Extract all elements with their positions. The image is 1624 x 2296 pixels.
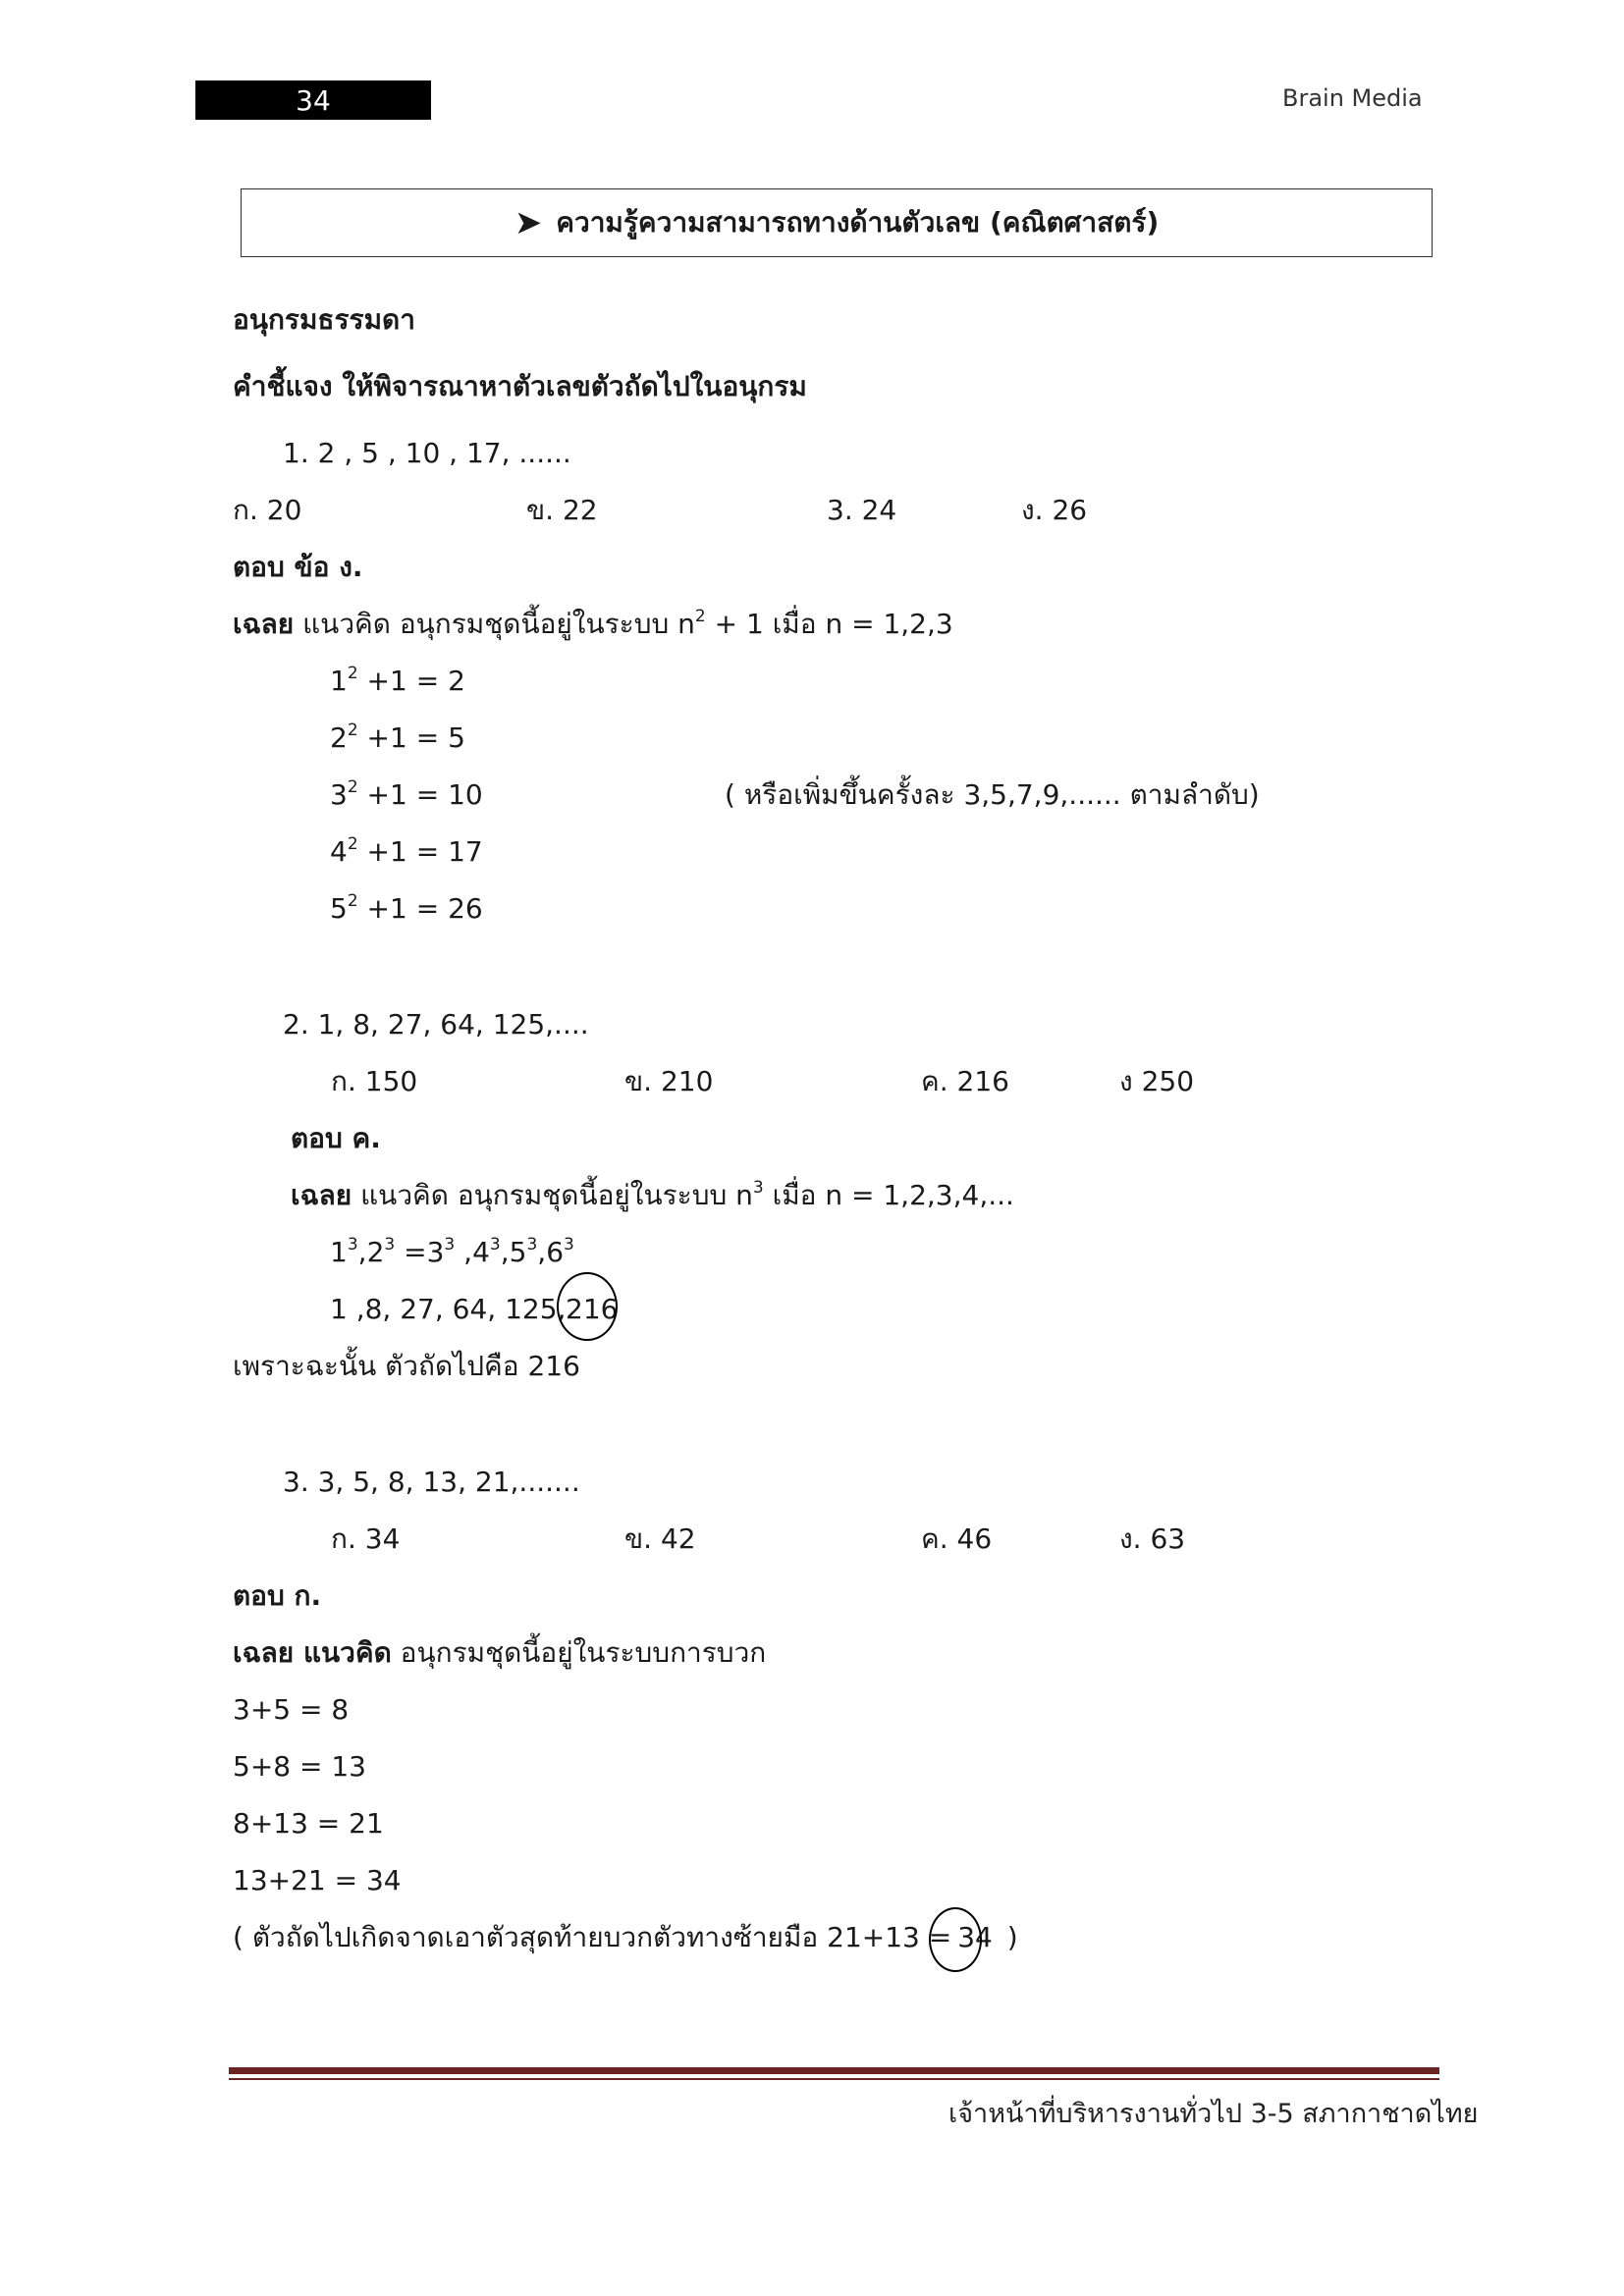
q3-step: 13+21 = 34 [233,1864,402,1896]
solution-text: แนวคิด อนุกรมชุดนี้อยู่ในระบบ n [360,1179,753,1211]
q2-answer: ตอบ ค. [291,1122,381,1154]
q1-step: $4^2 +1 = 17$ [330,834,483,868]
q2-solution [291,1178,1014,1211]
page-number: 34 [195,80,431,120]
arrowhead-icon: ➤ [514,203,543,242]
q2-choice-b: ข. 210 [624,1065,714,1097]
q3-note-close: ) [998,1921,1018,1953]
q2-choice-c: ค. 216 [921,1065,1009,1097]
answer-circle [929,1907,982,1972]
solution-text: แนวคิด อนุกรมชุดนี้อยู่ในระบบ n [302,608,695,640]
q1-step: $5^2 +1 = 26$ [330,891,483,925]
solution-label: เฉลย [291,1179,352,1211]
footer-rule [229,2067,1439,2074]
q3-answer: ตอบ ก. [233,1579,322,1612]
q2-conclusion: เพราะฉะนั้น ตัวถัดไปคือ 216 [233,1350,580,1382]
q3-step: 5+8 = 13 [233,1750,366,1783]
q1-step: $2^2 +1 = 5$ [330,721,465,754]
solution-tail: เมื่อ n = 1,2,3,4,... [763,1179,1014,1211]
solution-label: เฉลย [233,608,295,640]
q1-choice-a: ก. 20 [233,494,302,526]
section-title: ความรู้ความสามารถทางด้านตัวเลข (คณิตศาสตร์) [556,206,1160,239]
q3-solution [233,1636,767,1669]
q3-circled-answer: 34 [957,1921,993,1953]
exponent: 2 [694,607,706,626]
q1-choice-b: ข. 22 [526,494,598,526]
q3-choice-c: ค. 46 [921,1522,993,1555]
instruction: คำชี้แจง ให้พิจารณาหาตัวเลขตัวถัดไปในอนุกรม [233,370,807,402]
q2-circled-answer: 216 [566,1293,619,1325]
footer-text: เจ้าหน้าที่บริหารงานทั่วไป 3-5 สภากาชาดไทย [948,2099,1479,2129]
q1-solution [233,607,953,640]
header-brand: Brain Media [1282,84,1423,112]
q3-choice-d: ง. 63 [1119,1522,1186,1555]
section-title-box [241,188,1433,257]
q1-choice-c: 3. 24 [827,494,897,526]
q1-question: 1. 2 , 5 , 10 , 17, ...... [283,437,571,469]
q1-answer: ตอบ ข้อ ง. [233,551,363,583]
q1-step: $3^2 +1 = 10$ [330,777,483,811]
solution-tail: + 1 เมื่อ n = 1,2,3 [705,608,953,640]
solution-label: เฉลย แนวคิด [233,1636,392,1669]
q3-question: 3. 3, 5, 8, 13, 21,....... [283,1466,580,1498]
q2-choice-d: ง 250 [1119,1065,1195,1097]
exponent: 3 [752,1178,764,1198]
topic-heading: อนุกรมธรรมดา [233,303,415,336]
q3-note-text: ( ตัวถัดไปเกิดจาดเอาตัวสุดท้ายบวกตัวทางซ้ายมือ 21+13 = [233,1921,952,1953]
solution-text: อนุกรมชุดนี้อยู่ในระบบการบวก [391,1636,767,1669]
q3-choice-b: ข. 42 [624,1522,696,1555]
footer-rule-thin [229,2078,1439,2080]
q3-step: 8+13 = 21 [233,1807,384,1840]
q1-step: $1^2 +1 = 2$ [330,664,465,697]
q3-choice-a: ก. 34 [331,1522,401,1555]
q1-note: ( หรือเพิ่มขึ้นครั้งละ 3,5,7,9,...... ตามลำดับ) [725,778,1260,811]
q1-choice-d: ง. 26 [1021,494,1088,526]
q3-step: 3+5 = 8 [233,1693,350,1726]
q2-question: 2. 1, 8, 27, 64, 125,.... [283,1008,589,1041]
q2-cubes: $1^3,2^3 =3^3$ $,4^3,5^3,6^3$ [330,1235,574,1268]
answer-circle [557,1272,618,1341]
q3-note [233,1921,1018,1953]
q2-sequence: 1 ,8, 27, 64, 125, [330,1293,567,1325]
q2-choice-a: ก. 150 [331,1065,418,1097]
